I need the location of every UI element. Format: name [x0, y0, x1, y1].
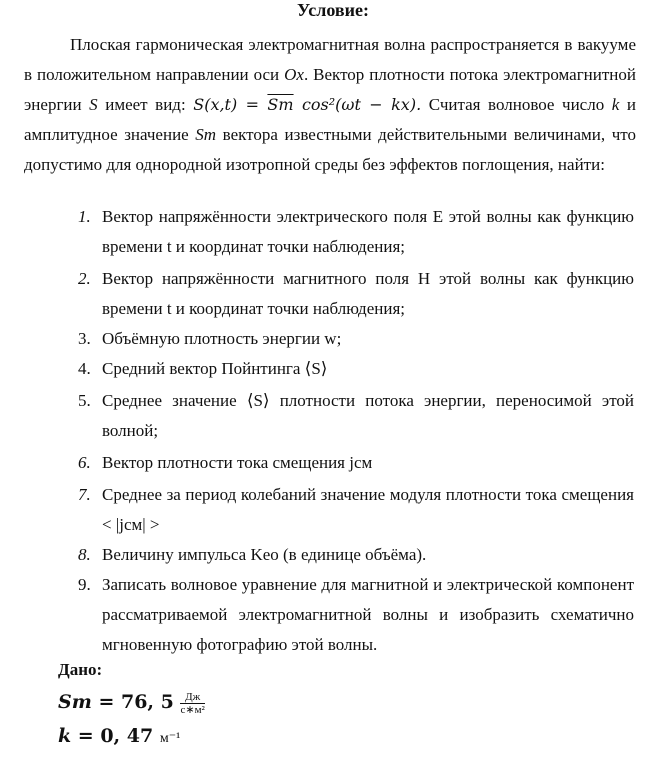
task-number: 6.: [78, 453, 91, 472]
given-sm-line: [58, 690, 205, 716]
given-sm-value: = 76, 5: [91, 691, 181, 713]
task-number: 4.: [78, 359, 91, 378]
problem-statement: [24, 30, 636, 180]
task-text: Величину импульса Kео (в единице объёма).: [102, 545, 427, 564]
axis-label: Ox: [284, 65, 304, 84]
task-number: 1.: [78, 207, 91, 226]
given-k-line: [58, 724, 180, 751]
task-text: Средний вектор Пойнтинга ⟨S⟩: [102, 359, 328, 378]
task-number: 8.: [78, 545, 91, 564]
formula-amplitude: $\overline{Sm}$: [267, 95, 294, 114]
poynting-symbol: S: [89, 95, 98, 114]
formula-lhs: S(x,t) =: [193, 95, 268, 114]
amplitude-symbol: Sm: [195, 125, 217, 144]
intro-text-6: вектора известными действительными величинами, что допустимо для однородной изотропной среды без эффектов поглощения, найти:: [24, 125, 636, 174]
wavenumber-symbol: k: [611, 95, 620, 114]
task-text: Вектор напряжённости электрического поля E этой волны как функцию времени t и координат точки наблюдения;: [102, 207, 634, 256]
condition-heading: Условие:: [297, 0, 369, 20]
task-number: 9.: [78, 575, 91, 594]
given-k-value: = 0, 47: [71, 725, 160, 747]
unit-numerator: Дж: [180, 691, 204, 704]
problem-paragraph: [24, 30, 636, 180]
given-k-unit: м⁻¹: [159, 731, 181, 746]
task-text: Вектор плотности тока смещения jсм: [102, 453, 373, 472]
task-number: 2.: [78, 269, 91, 288]
intro-text-5: и амплитудное значение: [24, 95, 636, 144]
intro-text-3: имеет вид:: [97, 95, 194, 114]
task-text: Вектор напряжённости магнитного поля H этой волны как функцию времени t и координат точки наблюдения;: [102, 269, 634, 318]
given-heading: Дано:: [58, 660, 103, 679]
unit-denominator: с∗м²: [180, 704, 205, 717]
formula-rhs: cos²(ωt − kx).: [293, 95, 422, 114]
given-sm-symbol: Sm: [58, 691, 92, 713]
task-text: Записать волновое уравнение для магнитной и электрической компонент рассматриваемой электромагнитной волны и изобразить схематично мгновенную фотографию этой волны.: [102, 575, 634, 654]
given-sm-unit: [180, 691, 204, 716]
task-text: Среднее за период колебаний значение модуля плотности тока смещения < |jсм| >: [102, 485, 634, 534]
task-number: 5.: [78, 391, 91, 410]
task-text: Среднее значение ⟨S⟩ плотности потока энергии, переносимой этой волной;: [102, 391, 634, 440]
intro-text-4: Считая волновое число: [421, 95, 612, 114]
task-text: Объёмную плотность энергии w;: [102, 329, 342, 348]
task-number: 3.: [78, 329, 91, 348]
intro-text-2: . Вектор плотности потока электромагнитной энергии: [24, 65, 636, 114]
intro-text-1: Плоская гармоническая электромагнитная волна распространяется в вакууме в положительном направлении оси: [24, 35, 636, 84]
given-k-symbol: k: [58, 725, 72, 747]
task-number: 7.: [78, 485, 91, 504]
